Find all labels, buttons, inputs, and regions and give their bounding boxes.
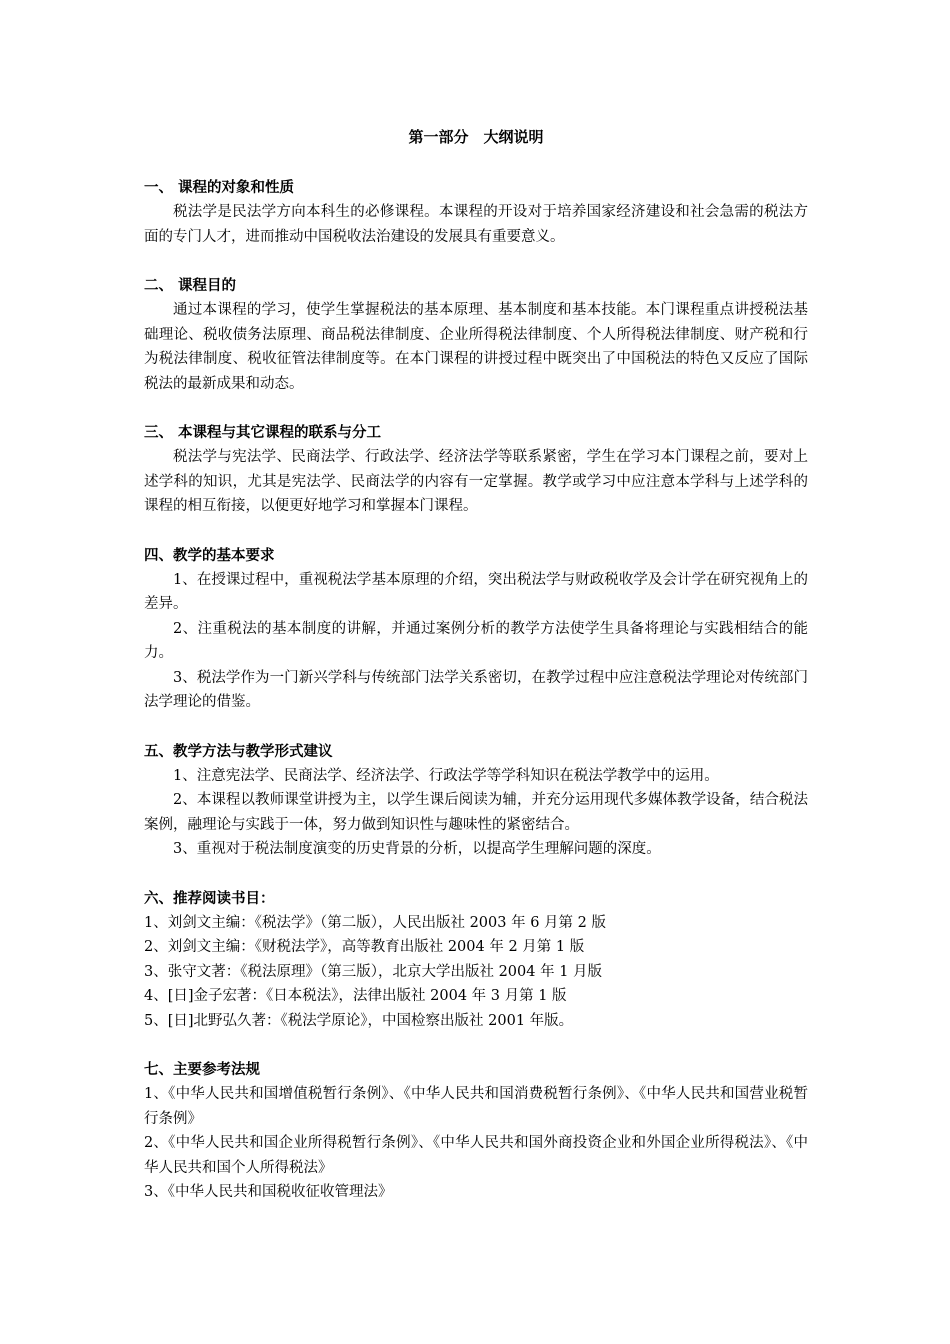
section-paragraph: 3、重视对于税法制度演变的历史背景的分析，以提高学生理解问题的深度。 <box>173 841 661 857</box>
section-heading: 四、教学的基本要求 <box>144 547 275 564</box>
reading-item: 5、[日]北野弘久著：《税法学原论》，中国检察出版社 2001 年版。 <box>144 1012 574 1029</box>
reading-item: 1、刘剑文主编：《税法学》（第二版），人民出版社 2003 年 6 月第 2 版 <box>144 914 606 931</box>
section-regulations <box>144 1058 808 1205</box>
reading-item: 3、张守文著：《税法原理》（第三版），北京大学出版社 2004 年 1 月版 <box>144 963 603 980</box>
section-teaching-requirements <box>144 544 808 715</box>
section-heading: 二、 课程目的 <box>144 278 237 294</box>
section-course-purpose <box>144 274 808 396</box>
regulation-item: 3、《中华人民共和国税收征收管理法》 <box>144 1184 393 1200</box>
section-heading: 五、教学方法与教学形式建议 <box>144 743 333 760</box>
section-paragraph: 税法学是民法学方向本科生的必修课程。本课程的开设对于培养国家经济建设和社会急需的税法方面的专门人才，进而推动中国税收法治建设的发展具有重要意义。 <box>144 204 808 245</box>
section-heading: 三、 本课程与其它课程的联系与分工 <box>144 425 382 441</box>
reading-item: 2、刘剑文主编：《财税法学》，高等教育出版社 2004 年 2 月第 1 版 <box>144 939 585 955</box>
section-paragraph: 3、税法学作为一门新兴学科与传统部门法学关系密切，在教学过程中应注意税法学理论对传统部门法学理论的借鉴。 <box>144 669 808 710</box>
reading-item: 4、[日]金子宏著：《日本税法》，法律出版社 2004 年 3 月第 1 版 <box>144 988 567 1004</box>
section-paragraph: 1、注意宪法学、民商法学、经济法学、行政法学等学科知识在税法学教学中的运用。 <box>173 767 719 784</box>
section-paragraph: 税法学与宪法学、民商法学、行政法学、经济法学等联系紧密，学生在学习本门课程之前，要对上述学科的知识，尤其是宪法学、民商法学的内容有一定掌握。教学或学习中应注意本学科与上述学科的课程的相互衔接，以便更好地学习和掌握本门课程。 <box>144 449 808 514</box>
section-reading-list <box>144 887 808 1034</box>
section-heading: 六、推荐阅读书目： <box>144 890 275 907</box>
section-paragraph: 2、注重税法的基本制度的讲解，并通过案例分析的教学方法使学生具备将理论与实践相结合的能力。 <box>144 620 808 661</box>
section-teaching-methods <box>144 740 808 862</box>
part-title: 第一部分 大纲说明 <box>408 128 544 146</box>
section-heading: 一、 课程的对象和性质 <box>144 180 295 196</box>
section-paragraph: 通过本课程的学习，使学生掌握税法的基本原理、基本制度和基本技能。本门课程重点讲授税法基础理论、税收债务法原理、商品税法律制度、企业所得税法律制度、个人所得税法律制度、财产税和行为税法律制度、税收征管法律制度等。在本门课程的讲授过程中既突出了中国税法的特色又反应了国际税法的最新成果和动态。 <box>144 302 808 392</box>
section-course-relations <box>144 421 808 519</box>
section-heading: 七、主要参考法规 <box>144 1062 260 1078</box>
regulation-item: 1、《中华人民共和国增值税暂行条例》、《中华人民共和国消费税暂行条例》、《中华人民共和国营业税暂行条例》 <box>144 1086 808 1127</box>
section-paragraph: 2、本课程以教师课堂讲授为主，以学生课后阅读为辅，并充分运用现代多媒体教学设备，结合税法案例，融理论与实践于一体，努力做到知识性与趣味性的紧密结合。 <box>144 792 808 833</box>
document-content <box>144 125 808 1230</box>
regulation-item: 2、《中华人民共和国企业所得税暂行条例》、《中华人民共和国外商投资企业和外国企业所得税法》、《中华人民共和国个人所得税法》 <box>144 1135 808 1176</box>
section-paragraph: 1、在授课过程中，重视税法学基本原理的介绍，突出税法学与财政税收学及会计学在研究视角上的差异。 <box>144 571 808 612</box>
section-course-object <box>144 176 808 249</box>
